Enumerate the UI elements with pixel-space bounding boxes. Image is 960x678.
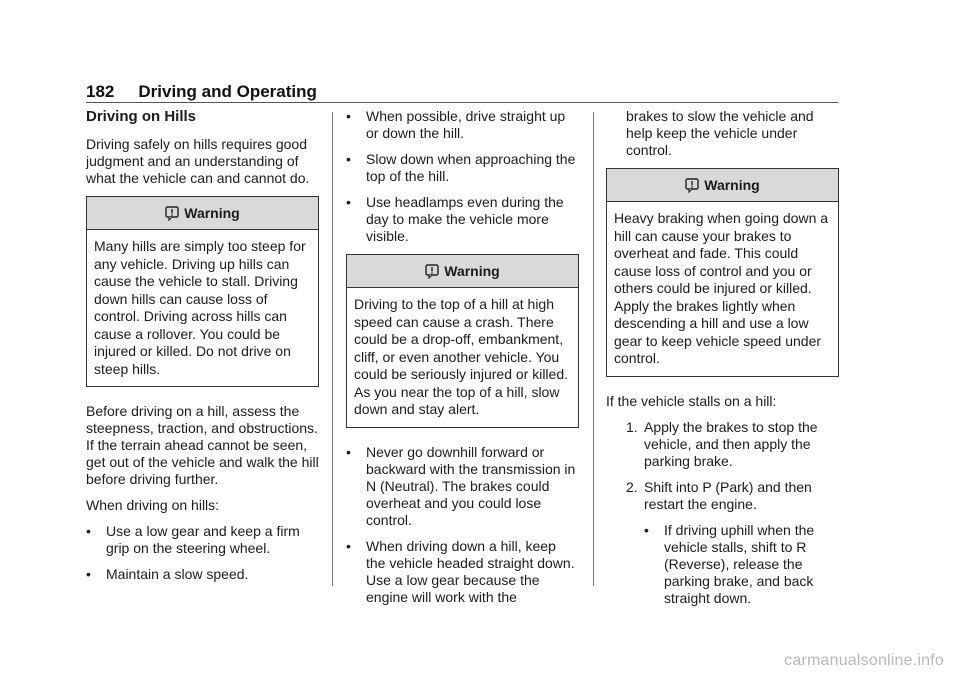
list-item — [86, 566, 319, 583]
paragraph: Before driving on a hill, assess the steepness, traction, and obstructions. If the terrain ahead cannot be seen, get out of the vehicle and walk the hill before driving further. — [86, 403, 319, 487]
column-1 — [86, 108, 319, 592]
list-item — [346, 444, 579, 529]
warning-box — [606, 168, 839, 377]
bullet-marker: • — [86, 566, 91, 582]
list-item — [346, 151, 579, 185]
warning-label: Warning — [704, 176, 760, 193]
list-item-text: Use a low gear and keep a firm grip on the steering wheel. — [106, 523, 300, 556]
list-item — [86, 523, 319, 557]
bullet-marker: • — [86, 523, 91, 539]
warning-box — [346, 254, 579, 428]
step-number: 1. — [626, 418, 638, 435]
list-item-text: When possible, drive straight up or down the hill. — [366, 108, 566, 141]
list-item-text: When driving down a hill, keep the vehicle headed straight down. Use a low gear because the engine will work with the — [366, 537, 575, 605]
bullet-marker: • — [346, 151, 351, 167]
numbered-step — [606, 479, 839, 513]
warning-header — [347, 255, 578, 288]
bullet-marker: • — [346, 108, 351, 124]
list-item — [606, 522, 839, 607]
bullet-marker: • — [644, 521, 649, 538]
intro-paragraph: Driving safely on hills requires good judgment and an understanding of what the vehicle can and cannot do. — [86, 136, 310, 186]
list-item — [346, 194, 579, 245]
bullet-marker: • — [346, 194, 351, 210]
header-rule — [86, 102, 838, 103]
continuation-text: brakes to slow the vehicle and help keep the vehicle under control. — [626, 108, 814, 158]
numbered-step — [606, 419, 839, 470]
paragraph: If the vehicle stalls on a hill: — [606, 392, 777, 409]
list-item-text: Slow down when approaching the top of the hill. — [366, 151, 576, 184]
step-text: Apply the brakes to stop the vehicle, and then apply the parking brake. — [644, 418, 818, 469]
warning-label: Warning — [184, 204, 240, 221]
list-item-text: Use headlamps even during the day to make the vehicle more visible. — [366, 194, 564, 244]
warning-text: Many hills are simply too steep for any vehicle. Driving up hills can cause the vehicle to stall. Driving down hills can cause loss of control. Driving across hills can cause a rollover. You could be injured or killed. Do not drive on steep hills. — [94, 238, 306, 377]
column-divider — [593, 112, 594, 586]
warning-icon — [425, 264, 439, 279]
page-header — [86, 82, 317, 102]
column-2 — [346, 108, 579, 615]
column-divider — [332, 112, 333, 586]
column-3 — [606, 108, 839, 616]
warning-icon — [165, 206, 179, 221]
warning-box — [86, 196, 319, 387]
step-text: Shift into P (Park) and then restart the engine. — [644, 478, 812, 512]
page-number: 182 — [86, 82, 115, 101]
list-item-text: Maintain a slow speed. — [106, 566, 249, 582]
step-number: 2. — [626, 478, 638, 495]
warning-header — [87, 197, 318, 230]
warning-icon — [685, 178, 699, 193]
section-title: Driving on Hills — [86, 108, 197, 125]
chapter-title: Driving and Operating — [138, 82, 317, 101]
list-item — [346, 538, 579, 606]
list-item — [346, 108, 579, 142]
warning-text: Heavy braking when going down a hill can cause your brakes to overheat and fade. This could cause loss of control and you or others could be injured or killed. Apply the brakes lightly when descending a hill and use a low gear to keep vehicle speed under control. — [614, 210, 829, 366]
warning-label: Warning — [444, 262, 500, 279]
list-item-text: If driving uphill when the vehicle stalls, shift to R (Reverse), release the parking brake, and back straight down. — [664, 521, 815, 606]
list-item-text: Never go downhill forward or backward with the transmission in N (Neutral). The brakes could overheat and you could lose control. — [366, 443, 576, 528]
paragraph: When driving on hills: — [86, 497, 220, 513]
watermark: carmanualsonline.info — [784, 652, 944, 669]
warning-header — [607, 169, 838, 202]
bullet-marker: • — [346, 443, 351, 460]
warning-text: Driving to the top of a hill at high speed can cause a crash. There could be a drop-off, embankment, cliff, or even another vehicle. You could be seriously injured or killed. As you near the top of a hill, slow down and stay alert. — [354, 296, 568, 417]
bullet-marker: • — [346, 537, 351, 554]
